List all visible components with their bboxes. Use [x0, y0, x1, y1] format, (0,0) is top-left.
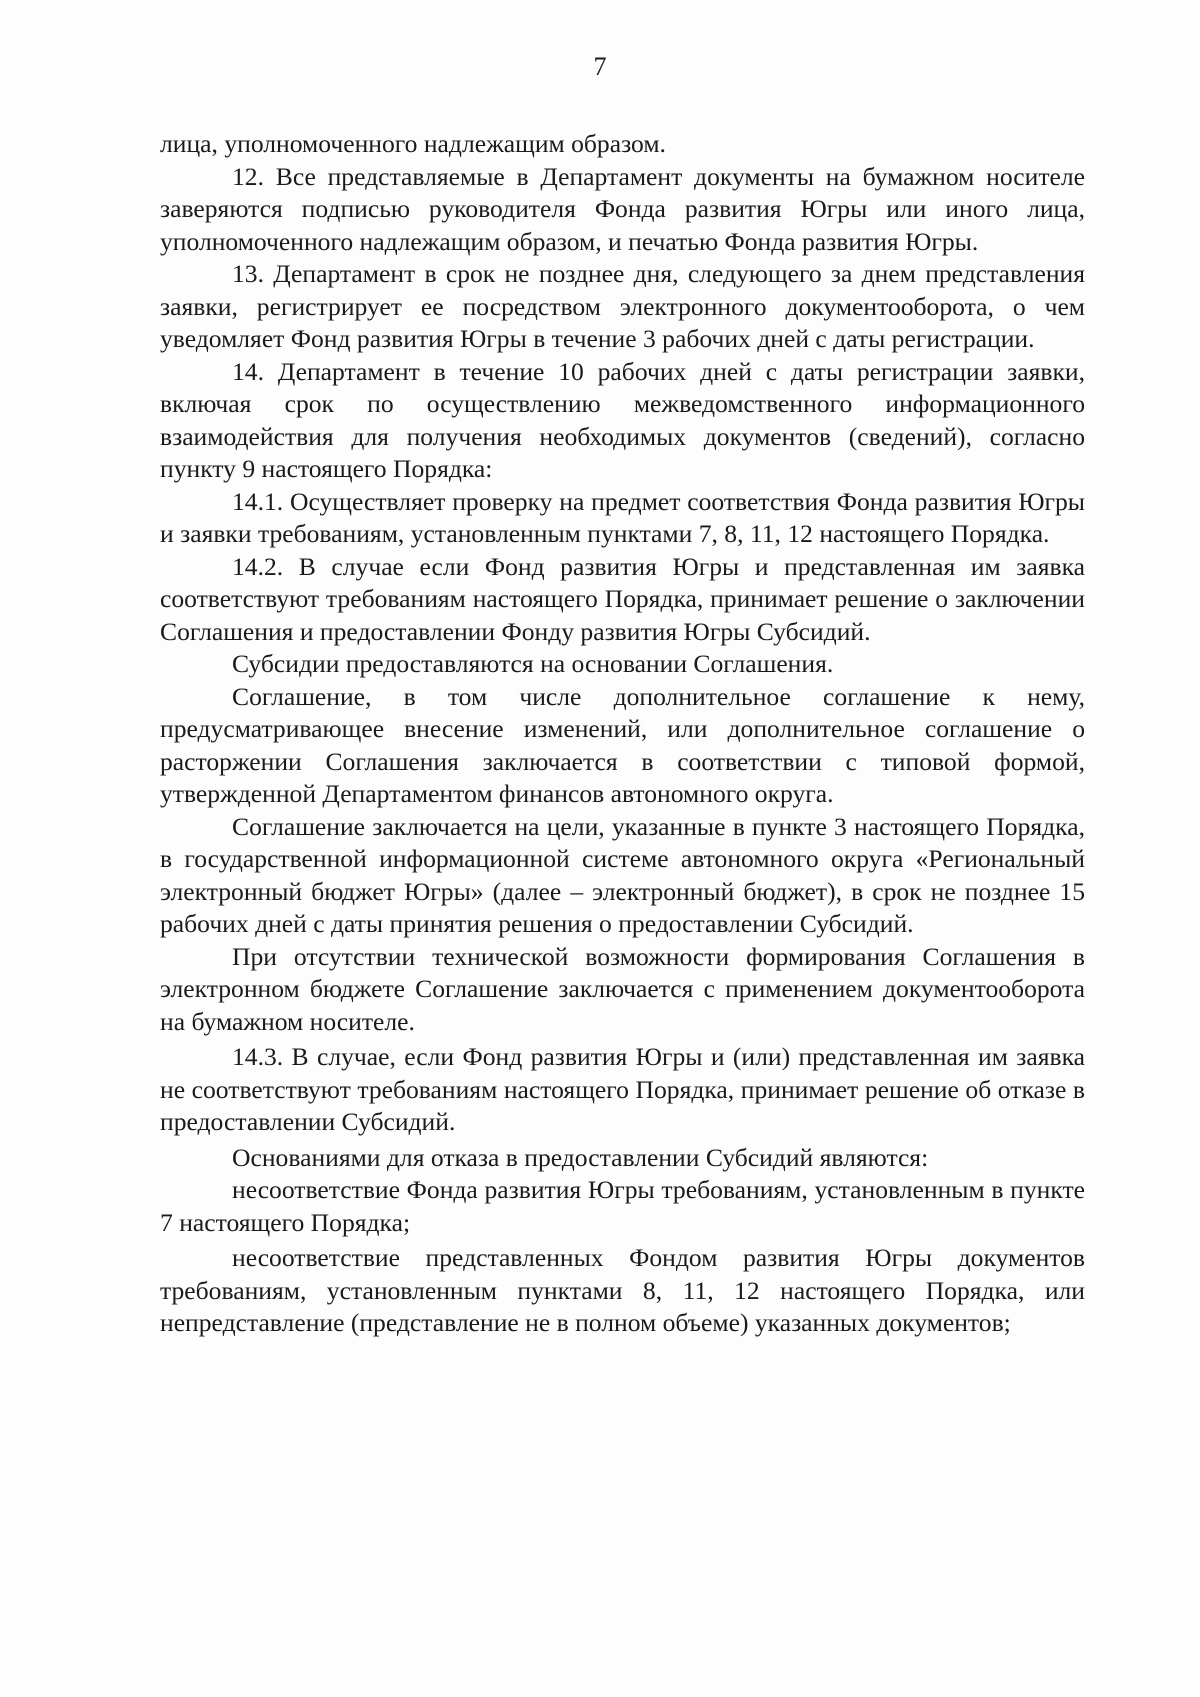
- paragraph-item-13: 13. Департамент в срок не позднее дня, следующего за днем представления заявки, регистрирует ее посредством электронного документооборота, о чем уведомляет Фонд развития Югры в течение 3 рабочих дней с даты регистрации.: [160, 259, 1085, 353]
- paragraph-refusal-grounds: Основаниями для отказа в предоставлении Субсидий являются:: [232, 1142, 929, 1172]
- paragraph-item-12: 12. Все представляемые в Департамент документы на бумажном носителе заверяются подписью руководителя Фонда развития Югры или иного лица, уполномоченного надлежащим образом, и печатью Фонда развития Югры.: [160, 161, 1085, 256]
- paragraph-item-14-2: 14.2. В случае если Фонд развития Югры и представленная им заявка соответствуют требованиям настоящего Порядка, принимает решение о заключении Соглашения и предоставлении Фонду развития Югры Субсидий.: [160, 551, 1085, 646]
- paragraph-item-14: 14. Департамент в течение 10 рабочих дней с даты регистрации заявки, включая срок по осуществлению межведомственного информационного взаимодействия для получения необходимых документов (сведений), согласно пункту 9 настоящего Порядка:: [160, 356, 1085, 483]
- paragraph-agreement-system: Соглашение заключается на цели, указанные в пункте 3 настоящего Порядка, в государственной информационной системе автономного округа «Региональный электронный бюджет Югры» (далее – электронный бюджет), в срок не позднее 15 рабочих дней с даты принятия решения о предоставлении Субсидий.: [160, 811, 1085, 938]
- paragraph-subsidy-basis: Субсидии предоставляются на основании Соглашения.: [232, 649, 834, 678]
- paragraph-refusal-ground-2: несоответствие представленных Фондом развития Югры документов требованиям, установленным пунктами 8, 11, 12 настоящего Порядка, или непредставление (представление не в полном объеме) указанных документов;: [160, 1243, 1085, 1337]
- paragraph-paper-workflow: При отсутствии технической возможности формирования Соглашения в электронном бюджете Соглашение заключается с применением документооборота на бумажном носителе.: [160, 941, 1085, 1036]
- paragraph-continuation: лица, уполномоченного надлежащим образом.: [160, 129, 666, 158]
- document-body: [160, 128, 1085, 1340]
- paragraph-item-14-1: 14.1. Осуществляет проверку на предмет соответствия Фонда развития Югры и заявки требованиям, установленным пунктами 7, 8, 11, 12 настоящего Порядка.: [160, 486, 1085, 548]
- paragraph-item-14-3: 14.3. В случае, если Фонд развития Югры и (или) представленная им заявка не соответствуют требованиям настоящего Порядка, принимает решение об отказе в предоставлении Субсидий.: [160, 1042, 1085, 1136]
- paragraph-agreement-form: Соглашение, в том числе дополнительное соглашение к нему, предусматривающее внесение изменений, или дополнительное соглашение о расторжении Соглашения заключается в соответствии с типовой формой, утвержденной Департаментом финансов автономного округа.: [160, 681, 1085, 808]
- paragraph-refusal-ground-1: несоответствие Фонда развития Югры требованиям, установленным в пункте 7 настоящего Порядка;: [160, 1175, 1085, 1237]
- page-number: 7: [593, 52, 607, 81]
